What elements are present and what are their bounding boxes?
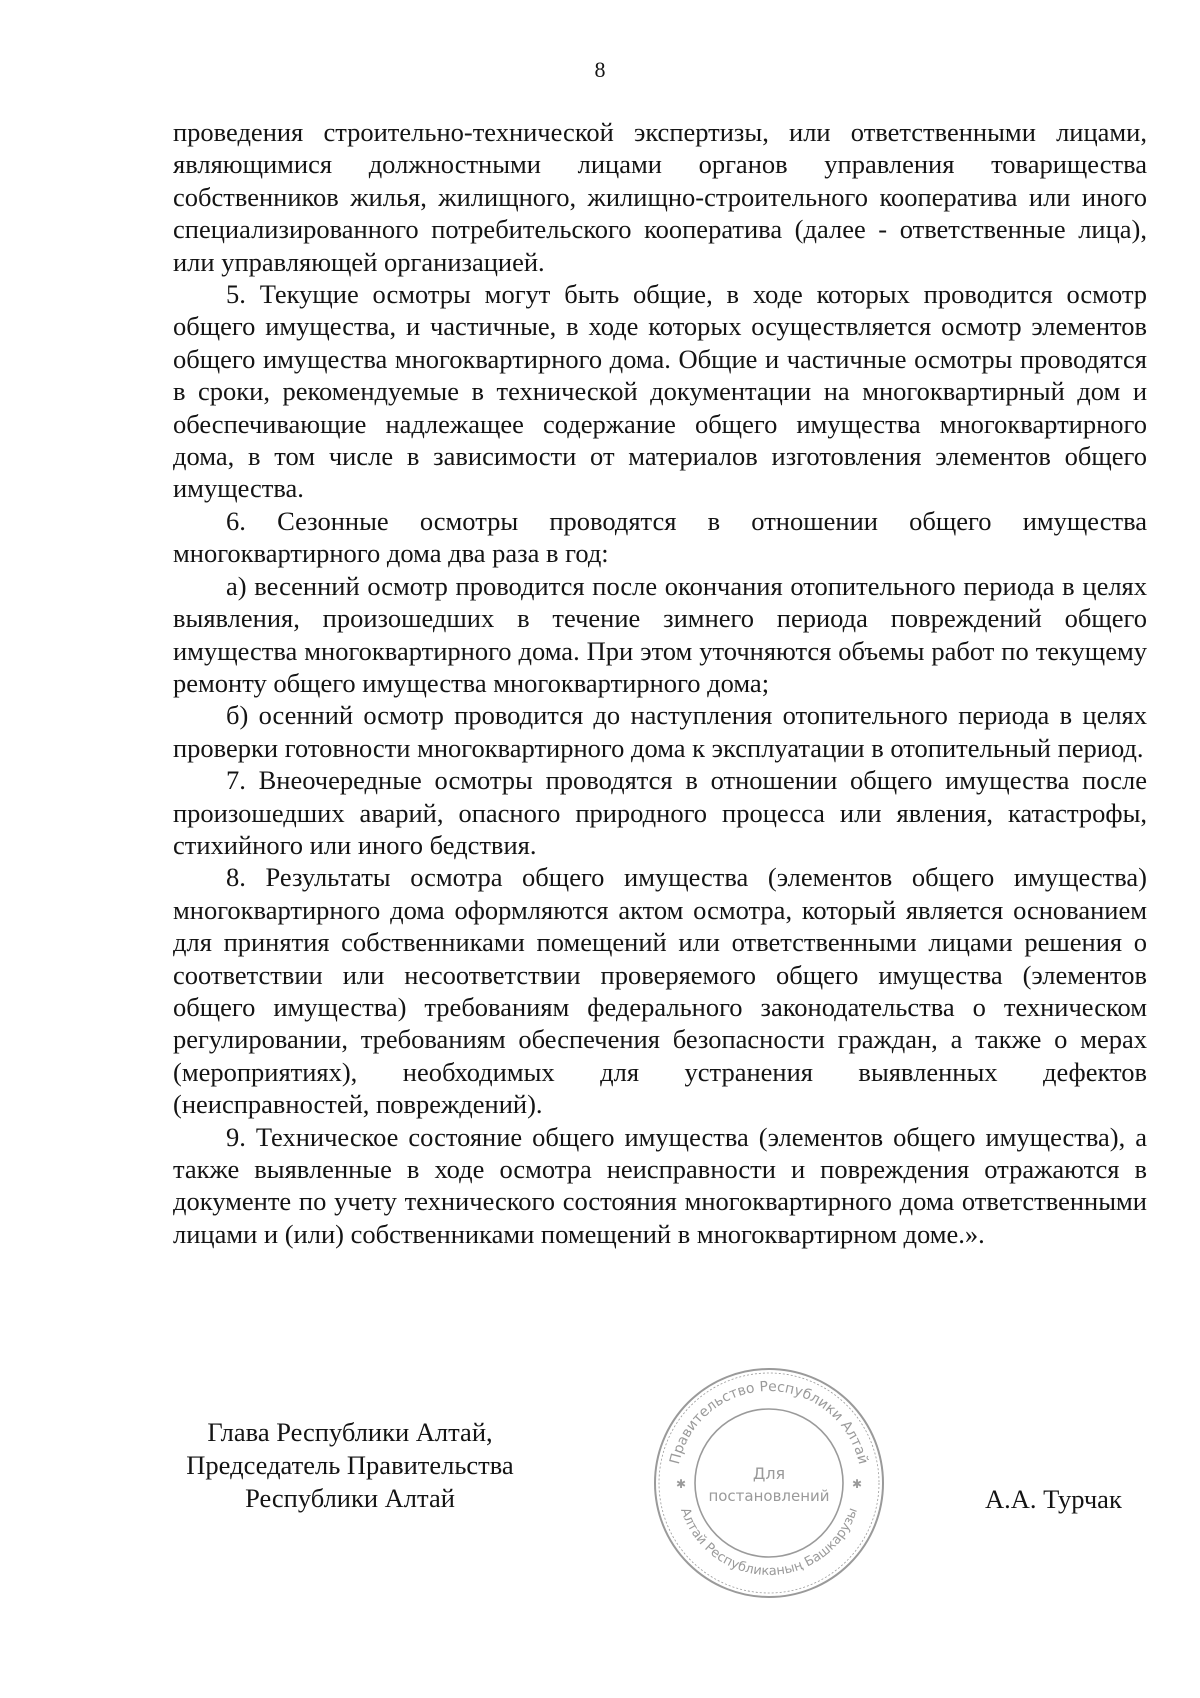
- paragraph-item-6b: б) осенний осмотр проводится до наступления отопительного периода в целях проверки готовности многоквартирного дома к эксплуатации в отопительный период.: [173, 700, 1147, 763]
- seal-dotted-ring: [659, 1373, 879, 1593]
- paragraph-continuation: проведения строительно-технической экспертизы, или ответственными лицами, являющимися должностными лицами органов управления товарищества собственников жилья, жилищного, жилищно-строительного кооператива или иного специализированного потребительского кооператива (далее - ответственные лица), или управляющей организацией.: [173, 117, 1147, 277]
- paragraph-item-7: 7. Внеочередные осмотры проводятся в отношении общего имущества после произошедших аварий, опасного природного процесса или явления, катастрофы, стихийного или иного бедствия.: [173, 765, 1147, 860]
- seal-outer-text: Правительство Республики Алтай: [667, 1378, 871, 1466]
- official-seal-stamp: [651, 1365, 887, 1601]
- seal-star-left-icon: ✱: [675, 1477, 687, 1491]
- document-body: [173, 116, 1147, 1250]
- seal-center-bottom-text: постановлений: [708, 1487, 830, 1505]
- seal-center-top-text: Для: [752, 1464, 786, 1483]
- seal-outer-ring: [655, 1369, 883, 1597]
- signatory-name: А.А. Турчак: [985, 1484, 1122, 1514]
- seal-lower-text: Алтай Республиканың Башкарузы: [677, 1505, 861, 1580]
- paragraph-item-6: 6. Сезонные осмотры проводятся в отношении общего имущества многоквартирного дома два раза в год:: [173, 505, 1147, 569]
- seal-inner-ring: [695, 1409, 843, 1557]
- signatory-position-line: Председатель Правительства: [186, 1450, 514, 1480]
- signatory-position-line: Глава Республики Алтай,: [207, 1417, 493, 1447]
- paragraph-item-9: 9. Техническое состояние общего имущества (элементов общего имущества), а также выявленные в ходе осмотра неисправности и повреждения отражаются в документе по учету технического состояния многоквартирного дома ответственными лицами и (или) собственниками помещений в многоквартирном доме.».: [173, 1121, 1147, 1249]
- signatory-position: [160, 1416, 540, 1515]
- signatory-position-line: Республики Алтай: [245, 1483, 455, 1513]
- paragraph-item-5: 5. Текущие осмотры могут быть общие, в ходе которых проводится осмотр общего имущества, и частичные, в ходе которых осуществляется осмотр элементов общего имущества многоквартирного дома. Общие и частичные осмотры проводятся в сроки, рекомендуемые в технической документации на многоквартирный дом и обеспечивающие надлежащее содержание общего имущества многоквартирного дома, в том числе в зависимости от материалов изготовления элементов общего имущества.: [173, 279, 1147, 504]
- page-number: 8: [594, 57, 606, 82]
- seal-star-right-icon: ✱: [851, 1477, 863, 1491]
- paragraph-item-8: 8. Результаты осмотра общего имущества (элементов общего имущества) многоквартирного дома оформляются актом осмотра, который является основанием для принятия собственниками помещений или ответственными лицами решения о соответствии или несоответствии проверяемого общего имущества (элементов общего имущества) требованиям федерального законодательства о техническом регулировании, требованиям обеспечения безопасности граждан, а также о мерах (мероприятиях), необходимых для устранения выявленных дефектов (неисправностей, повреждений).: [173, 862, 1147, 1120]
- paragraph-item-6a: а) весенний осмотр проводится после окончания отопительного периода в целях выявления, произошедших в течение зимнего периода повреждений общего имущества многоквартирного дома. При этом уточняются объемы работ по текущему ремонту общего имущества многоквартирного дома;: [173, 570, 1147, 698]
